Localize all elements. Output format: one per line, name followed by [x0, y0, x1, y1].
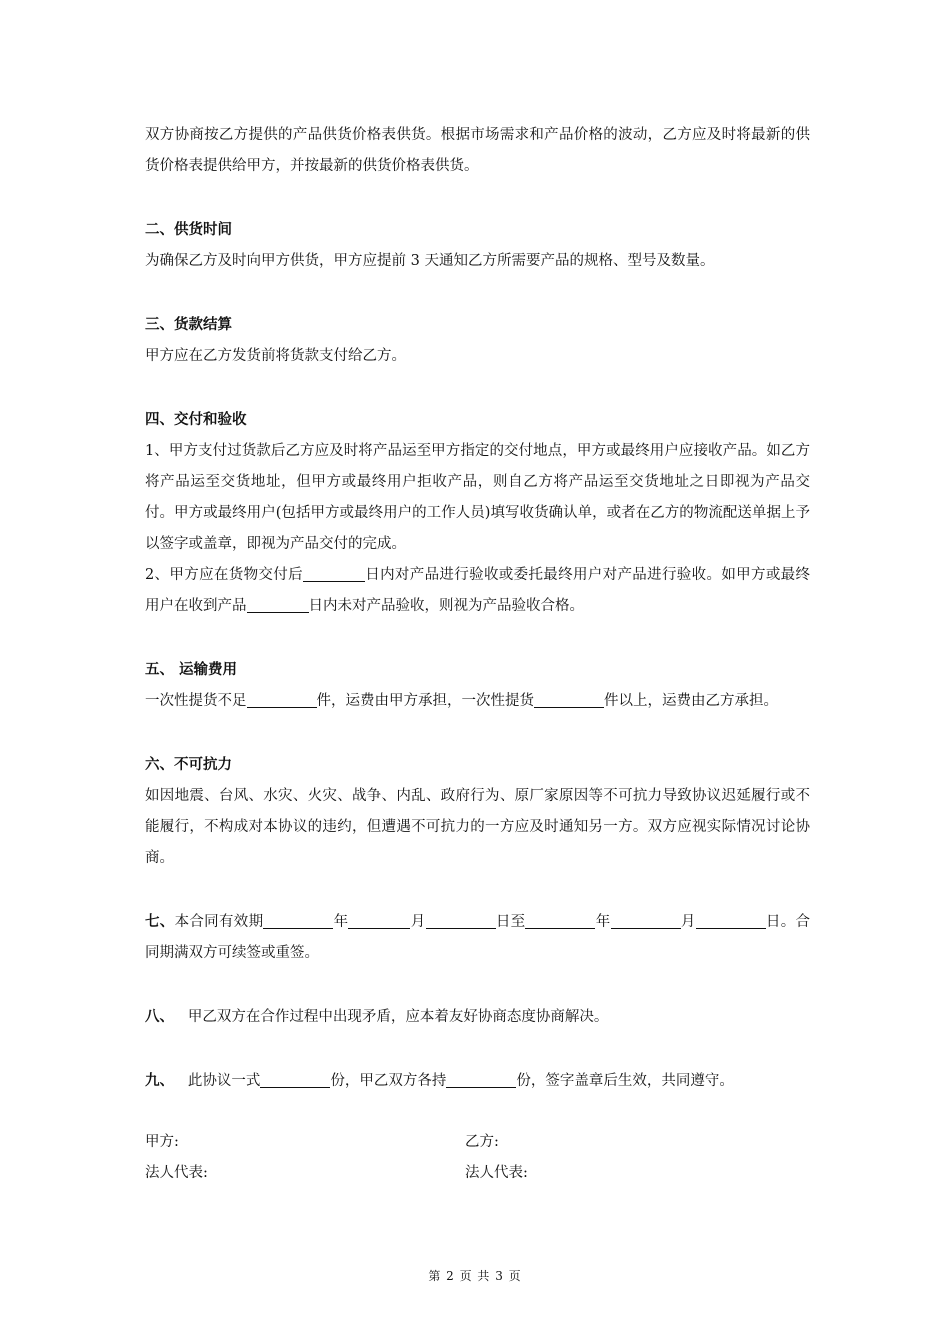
section6-body: 如因地震、台风、水灾、火灾、战争、内乱、政府行为、原厂家原因等不可抗力导致协议迟延履行或不能履行，不构成对本协议的违约，但遭遇不可抗力的一方应及时通知另一方。双方应视实际情况讨论协商。 [145, 788, 810, 866]
section7-part-a: 本合同有效期 [174, 914, 264, 930]
section5-part-b: 件，运费由甲方承担，一次性提货 [316, 693, 534, 709]
section8-paragraph [145, 1002, 810, 1033]
section3-heading: 三、货款结算 [145, 317, 232, 333]
acceptance-days-blank[interactable] [303, 563, 365, 582]
section9-paragraph [145, 1066, 810, 1097]
section4-paragraph-1: 1、甲方支付过货款后乙方应及时将产品运至甲方指定的交付地点，甲方或最终用户应接收产品。如乙方将产品运至交货地址，但甲方或最终用户拒收产品，则自乙方将产品运至交货地址之日即视为产品交付。甲方或最终用户(包括甲方或最终用户的工作人员)填写收货确认单，或者在乙方的物流配送单据上予以签字或盖章，即视为产品交付的完成。 [145, 443, 810, 552]
signature-row-representative [145, 1158, 810, 1189]
inspection-days-blank[interactable] [247, 594, 309, 613]
section9-number: 九、 [145, 1073, 174, 1089]
party-b-label: 乙方: [465, 1134, 499, 1150]
section5-heading: 五、 运输费用 [145, 662, 238, 678]
end-month-blank[interactable] [611, 910, 681, 929]
section4-p2-part-c: 日内未对产品验收，则视为产品验收合格。 [308, 598, 584, 614]
section9-part-b: 份，甲乙双方各持 [330, 1073, 447, 1089]
section7-month2: 月 [680, 914, 696, 930]
copies-total-blank[interactable] [260, 1069, 330, 1088]
section4-p2-part-b: 日内对产品进行验收或委托最终用户对产品进行验收。如甲方或最终用户在收到产品 [145, 567, 810, 614]
end-year-blank[interactable] [525, 910, 595, 929]
section7-end: 日。合同期满双方可续签或重签。 [145, 914, 811, 961]
start-month-blank[interactable] [348, 910, 410, 929]
section8-body: 甲乙双方在合作过程中出现矛盾，应本着友好协商态度协商解决。 [187, 1009, 609, 1025]
section2-body: 为确保乙方及时向甲方供货，甲方应提前 3 天通知乙方所需要产品的规格、型号及数量。 [145, 253, 715, 269]
section7-year2: 年 [595, 914, 611, 930]
rep-a-label: 法人代表: [145, 1165, 208, 1181]
start-day-blank[interactable] [426, 910, 496, 929]
section4-heading: 四、交付和验收 [145, 412, 247, 428]
end-day-blank-continued[interactable] [756, 910, 766, 929]
section5-part-c: 件以上，运费由乙方承担。 [604, 693, 778, 709]
section7-paragraph [145, 907, 810, 969]
section3-body: 甲方应在乙方发货前将货款支付给乙方。 [145, 348, 406, 364]
page-footer: 第 2 页 共 3 页 [428, 1269, 522, 1283]
max-quantity-blank[interactable] [534, 689, 604, 708]
section5-body [145, 686, 810, 717]
section7-day-to: 日至 [495, 914, 526, 930]
section9-part-a: 此协议一式 [187, 1073, 261, 1089]
min-quantity-blank[interactable] [247, 689, 317, 708]
start-year-blank[interactable] [263, 910, 333, 929]
section9-part-c: 份，签字盖章后生效，共同遵守。 [516, 1073, 734, 1089]
section4-p2-part-a: 2、甲方应在货物交付后 [145, 567, 303, 583]
section7-year1: 年 [333, 914, 349, 930]
section7-month1: 月 [410, 914, 426, 930]
end-day-blank[interactable] [696, 910, 756, 929]
section8-number: 八、 [145, 1009, 174, 1025]
intro-paragraph: 双方协商按乙方提供的产品供货价格表供货。根据市场需求和产品价格的波动，乙方应及时将最新的供货价格表提供给甲方，并按最新的供货价格表供货。 [145, 127, 810, 174]
signature-row-party [145, 1127, 810, 1158]
section2-heading: 二、供货时间 [145, 222, 232, 238]
section5-part-a: 一次性提货不足 [145, 693, 247, 709]
party-a-label: 甲方: [145, 1134, 179, 1150]
section6-heading: 六、不可抗力 [145, 757, 232, 773]
rep-b-label: 法人代表: [465, 1165, 528, 1181]
section7-number: 七、 [145, 914, 175, 930]
section4-paragraph-2 [145, 560, 810, 622]
document-content [145, 120, 810, 1189]
copies-each-blank[interactable] [446, 1069, 516, 1088]
